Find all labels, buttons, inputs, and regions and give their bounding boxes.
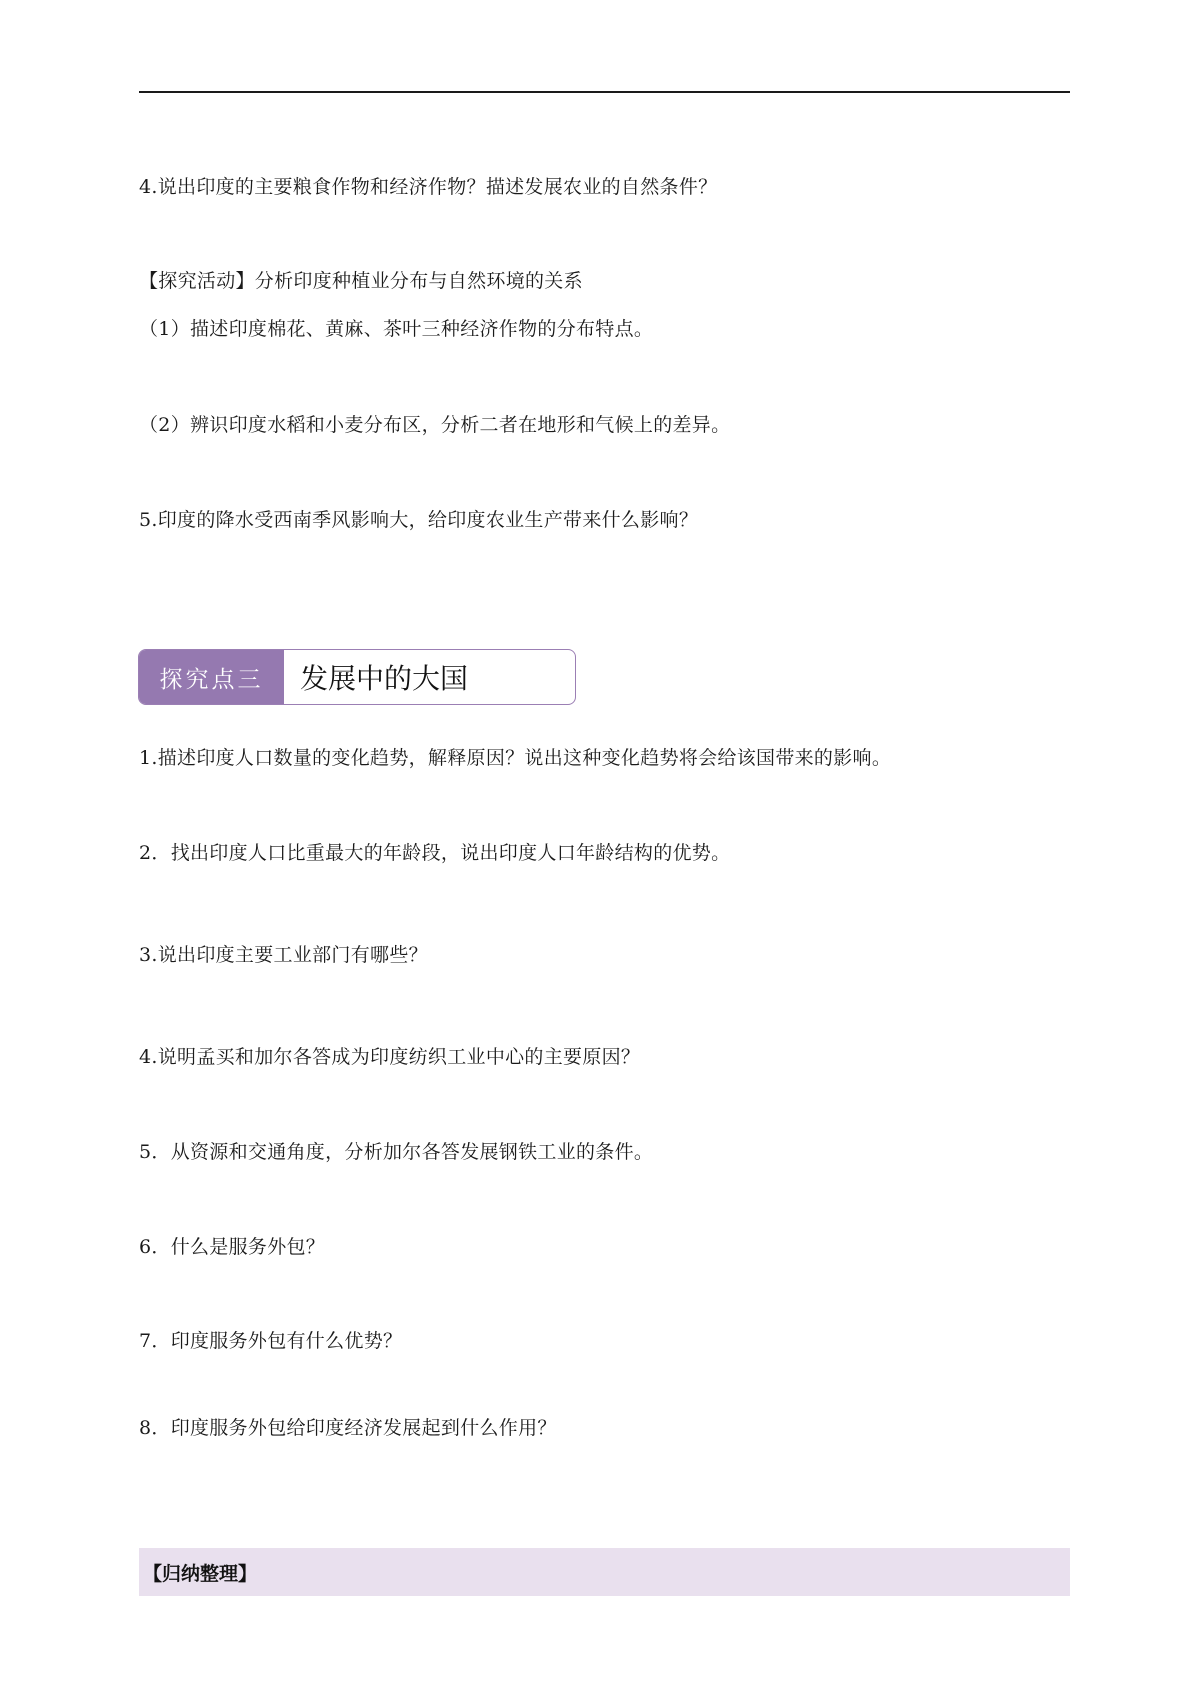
- section3-question-5: 5．从资源和交通角度，分析加尔各答发展钢铁工业的条件。: [139, 1141, 654, 1163]
- question-5: 5.印度的降水受西南季风影响大，给印度农业生产带来什么影响？: [139, 509, 699, 531]
- section3-question-2: 2．找出印度人口比重最大的年龄段，说出印度人口年龄结构的优势。: [139, 842, 731, 864]
- section3-question-8: 8．印度服务外包给印度经济发展起到什么作用？: [139, 1417, 557, 1439]
- section3-question-1: 1.描述印度人口数量的变化趋势，解释原因？说出这种变化趋势将会给该国带来的影响。: [139, 747, 892, 769]
- header-rule: [139, 91, 1070, 93]
- summary-label: 【归纳整理】: [143, 1562, 258, 1585]
- section-header-3: [138, 649, 576, 705]
- summary-bar: [139, 1548, 1070, 1596]
- section3-question-4: 4.说明孟买和加尔各答成为印度纺织工业中心的主要原因？: [139, 1046, 641, 1068]
- section-tag: 探究点三: [139, 650, 284, 704]
- section3-question-3: 3.说出印度主要工业部门有哪些？: [139, 944, 428, 966]
- section-title: 发展中的大国: [300, 662, 469, 695]
- section3-question-6: 6．什么是服务外包？: [139, 1236, 326, 1258]
- activity-title: 【探究活动】分析印度种植业分布与自然环境的关系: [139, 270, 583, 292]
- question-4: 4.说出印度的主要粮食作物和经济作物？描述发展农业的自然条件？: [139, 176, 718, 198]
- activity-question-1: （1）描述印度棉花、黄麻、茶叶三种经济作物的分布特点。: [139, 318, 654, 340]
- section3-question-7: 7．印度服务外包有什么优势？: [139, 1330, 403, 1352]
- activity-question-2: （2）辨识印度水稻和小麦分布区，分析二者在地形和气候上的差异。: [139, 414, 731, 436]
